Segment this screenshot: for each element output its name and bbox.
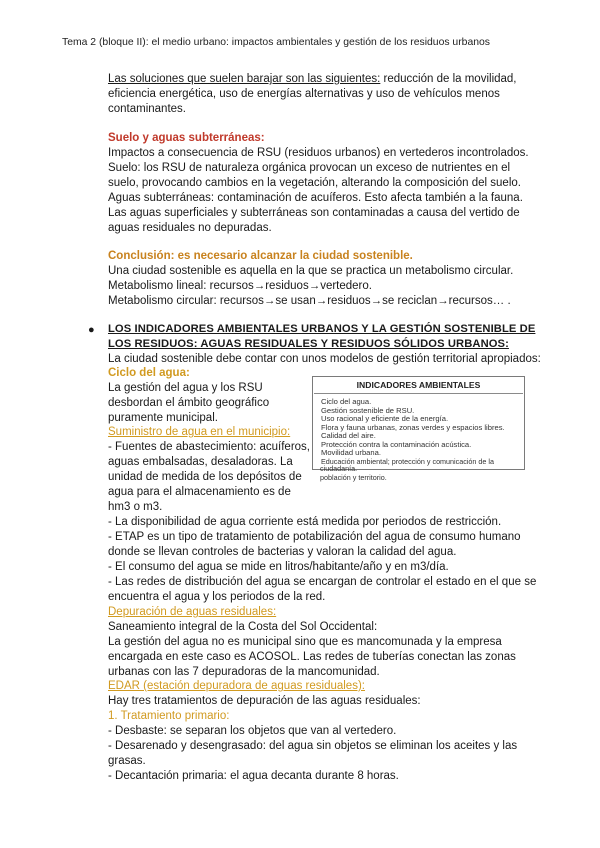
soil-line: Aguas subterráneas: contaminación de acuíferos. Esto afecta también a la fauna. (108, 192, 523, 204)
bullet-icon: ● (88, 324, 95, 336)
indicator-item: Ciclo del agua. (321, 397, 372, 406)
supply-line: unidad de medida de los depósitos de (108, 471, 302, 483)
indicator-item: Educación ambiental; protección y comunicación de la (321, 456, 494, 466)
conclusion-line: Metabolismo lineal: recursos→residuos→vertedero. (108, 280, 372, 292)
indicator-item: Flora y fauna urbanas, zonas verdes y espacios libres. (321, 422, 505, 432)
edar-intro: Hay tres tratamientos de depuración de las aguas residuales: (108, 695, 421, 707)
soil-heading: Suelo y aguas subterráneas: (108, 132, 265, 144)
section-heading-line-1: LOS INDICADORES AMBIENTALES URBANOS Y LA GESTIÓN SOSTENIBLE DE (108, 323, 536, 335)
supply-line: - Las redes de distribución del agua se encargan de controlar el estado en el que se (108, 576, 537, 588)
conclusion-heading: Conclusión: es necesario alcanzar la ciudad sostenible. (108, 250, 413, 262)
supply-line: - El consumo del agua se mide en litros/habitante/año y en m3/día. (108, 561, 449, 573)
conclusion-line: Metabolismo circular: recursos→se usan→residuos→se reciclan→recursos… . (108, 295, 511, 307)
supply-line: aguas embalsadas, desaladoras. La (108, 456, 293, 468)
supply-line: donde se llevan controles de bacterias y valoran la calidad del agua. (108, 546, 457, 558)
supply-line: - Fuentes de abastecimiento: acuíferos, (108, 441, 310, 453)
solutions-line-3: contaminantes. (108, 103, 186, 115)
water-cycle-heading: Ciclo del agua: (108, 367, 190, 379)
section-intro: La ciudad sostenible debe contar con unos modelos de gestión territorial apropiados: (108, 353, 541, 365)
purification-line: encargada en este caso es ACOSOL. Las redes de tuberías conectan las zonas (108, 651, 516, 663)
indicator-item: Protección contra la contaminación acústica. (321, 439, 472, 449)
section-heading-line-2: LOS RESIDUOS: AGUAS RESIDUALES Y RESIDUOS SÓLIDOS URBANOS: (108, 338, 509, 350)
soil-line: Impactos a consecuencia de RSU (residuos urbanos) en vertederos incontrolados. (108, 147, 529, 159)
indicator-item: Calidad del aire. (321, 431, 376, 440)
supply-line: encuentra el agua y los periodos de la red. (108, 591, 326, 603)
soil-line: aguas residuales no depuradas. (108, 222, 272, 234)
primary-line: - Decantación primaria: el agua decanta durante 8 horas. (108, 770, 399, 782)
conclusion-line: Una ciudad sostenible es aquella en la que se practica un metabolismo circular. (108, 265, 514, 277)
indicators-box-divider (314, 393, 523, 394)
indicators-box (312, 376, 525, 470)
indicator-item: ciudadanía. (320, 464, 358, 473)
primary-line: grasas. (108, 755, 146, 767)
supply-line: hm3 o m3. (108, 501, 163, 513)
indicator-item: Uso racional y eficiente de la energía. (321, 414, 449, 423)
purification-line: La gestión del agua no es municipal sino que es mancomunada y la empresa (108, 636, 502, 648)
indicator-item: Movilidad urbana. (321, 448, 381, 457)
primary-line: - Desarenado y desengrasado: del agua sin objetos se eliminan los aceites y las (108, 740, 518, 752)
soil-line: Suelo: los RSU de naturaleza orgánica provocan un exceso de nutrientes en el (108, 162, 511, 174)
solutions-line-1 (108, 72, 517, 87)
primary-treatment-heading: 1. Tratamiento primario: (108, 710, 230, 722)
supply-heading: Suministro de agua en el municipio: (108, 426, 291, 438)
supply-line: - ETAP es un tipo de tratamiento de potabilización del agua de consumo humano (108, 531, 521, 543)
solutions-label: Las soluciones que suelen barajar son las siguientes: (108, 73, 381, 85)
supply-line: - La disponibilidad de agua corriente está medida por periodos de restricción. (108, 516, 502, 528)
soil-line: suelo, provocando cambios en la vegetación, alterando la composición del suelo. (108, 177, 521, 189)
solutions-line-2: eficiencia energética, uso de energías alternativas y uso de vehículos menos (108, 88, 500, 100)
page-header: Tema 2 (bloque II): el medio urbano: impactos ambientales y gestión de los residuos urbanos (62, 37, 490, 48)
edar-heading: EDAR (estación depuradora de aguas residuales): (108, 680, 365, 692)
water-cycle-line: La gestión del agua y los RSU (108, 382, 263, 394)
indicator-item: población y territorio. (320, 473, 387, 482)
indicator-item: Gestión sostenible de RSU. (321, 405, 415, 415)
purification-line: urbanas con las 7 depuradoras de la mancomunidad. (108, 666, 380, 678)
purification-heading: Depuración de aguas residuales: (108, 606, 277, 618)
supply-line: agua para el almacenamiento es de (108, 486, 291, 498)
solutions-rest: reducción de la movilidad, (380, 73, 517, 85)
purification-line: Saneamiento integral de la Costa del Sol Occidental: (108, 621, 378, 633)
indicators-box-title: INDICADORES AMBIENTALES (356, 380, 481, 390)
primary-line: - Desbaste: se separan los objetos que van al vertedero. (108, 725, 397, 737)
water-cycle-line: desbordan el ámbito geográfico (108, 397, 270, 409)
soil-line: Las aguas superficiales y subterráneas son contaminadas a causa del vertido de (108, 207, 520, 219)
water-cycle-line: puramente municipal. (108, 412, 218, 424)
